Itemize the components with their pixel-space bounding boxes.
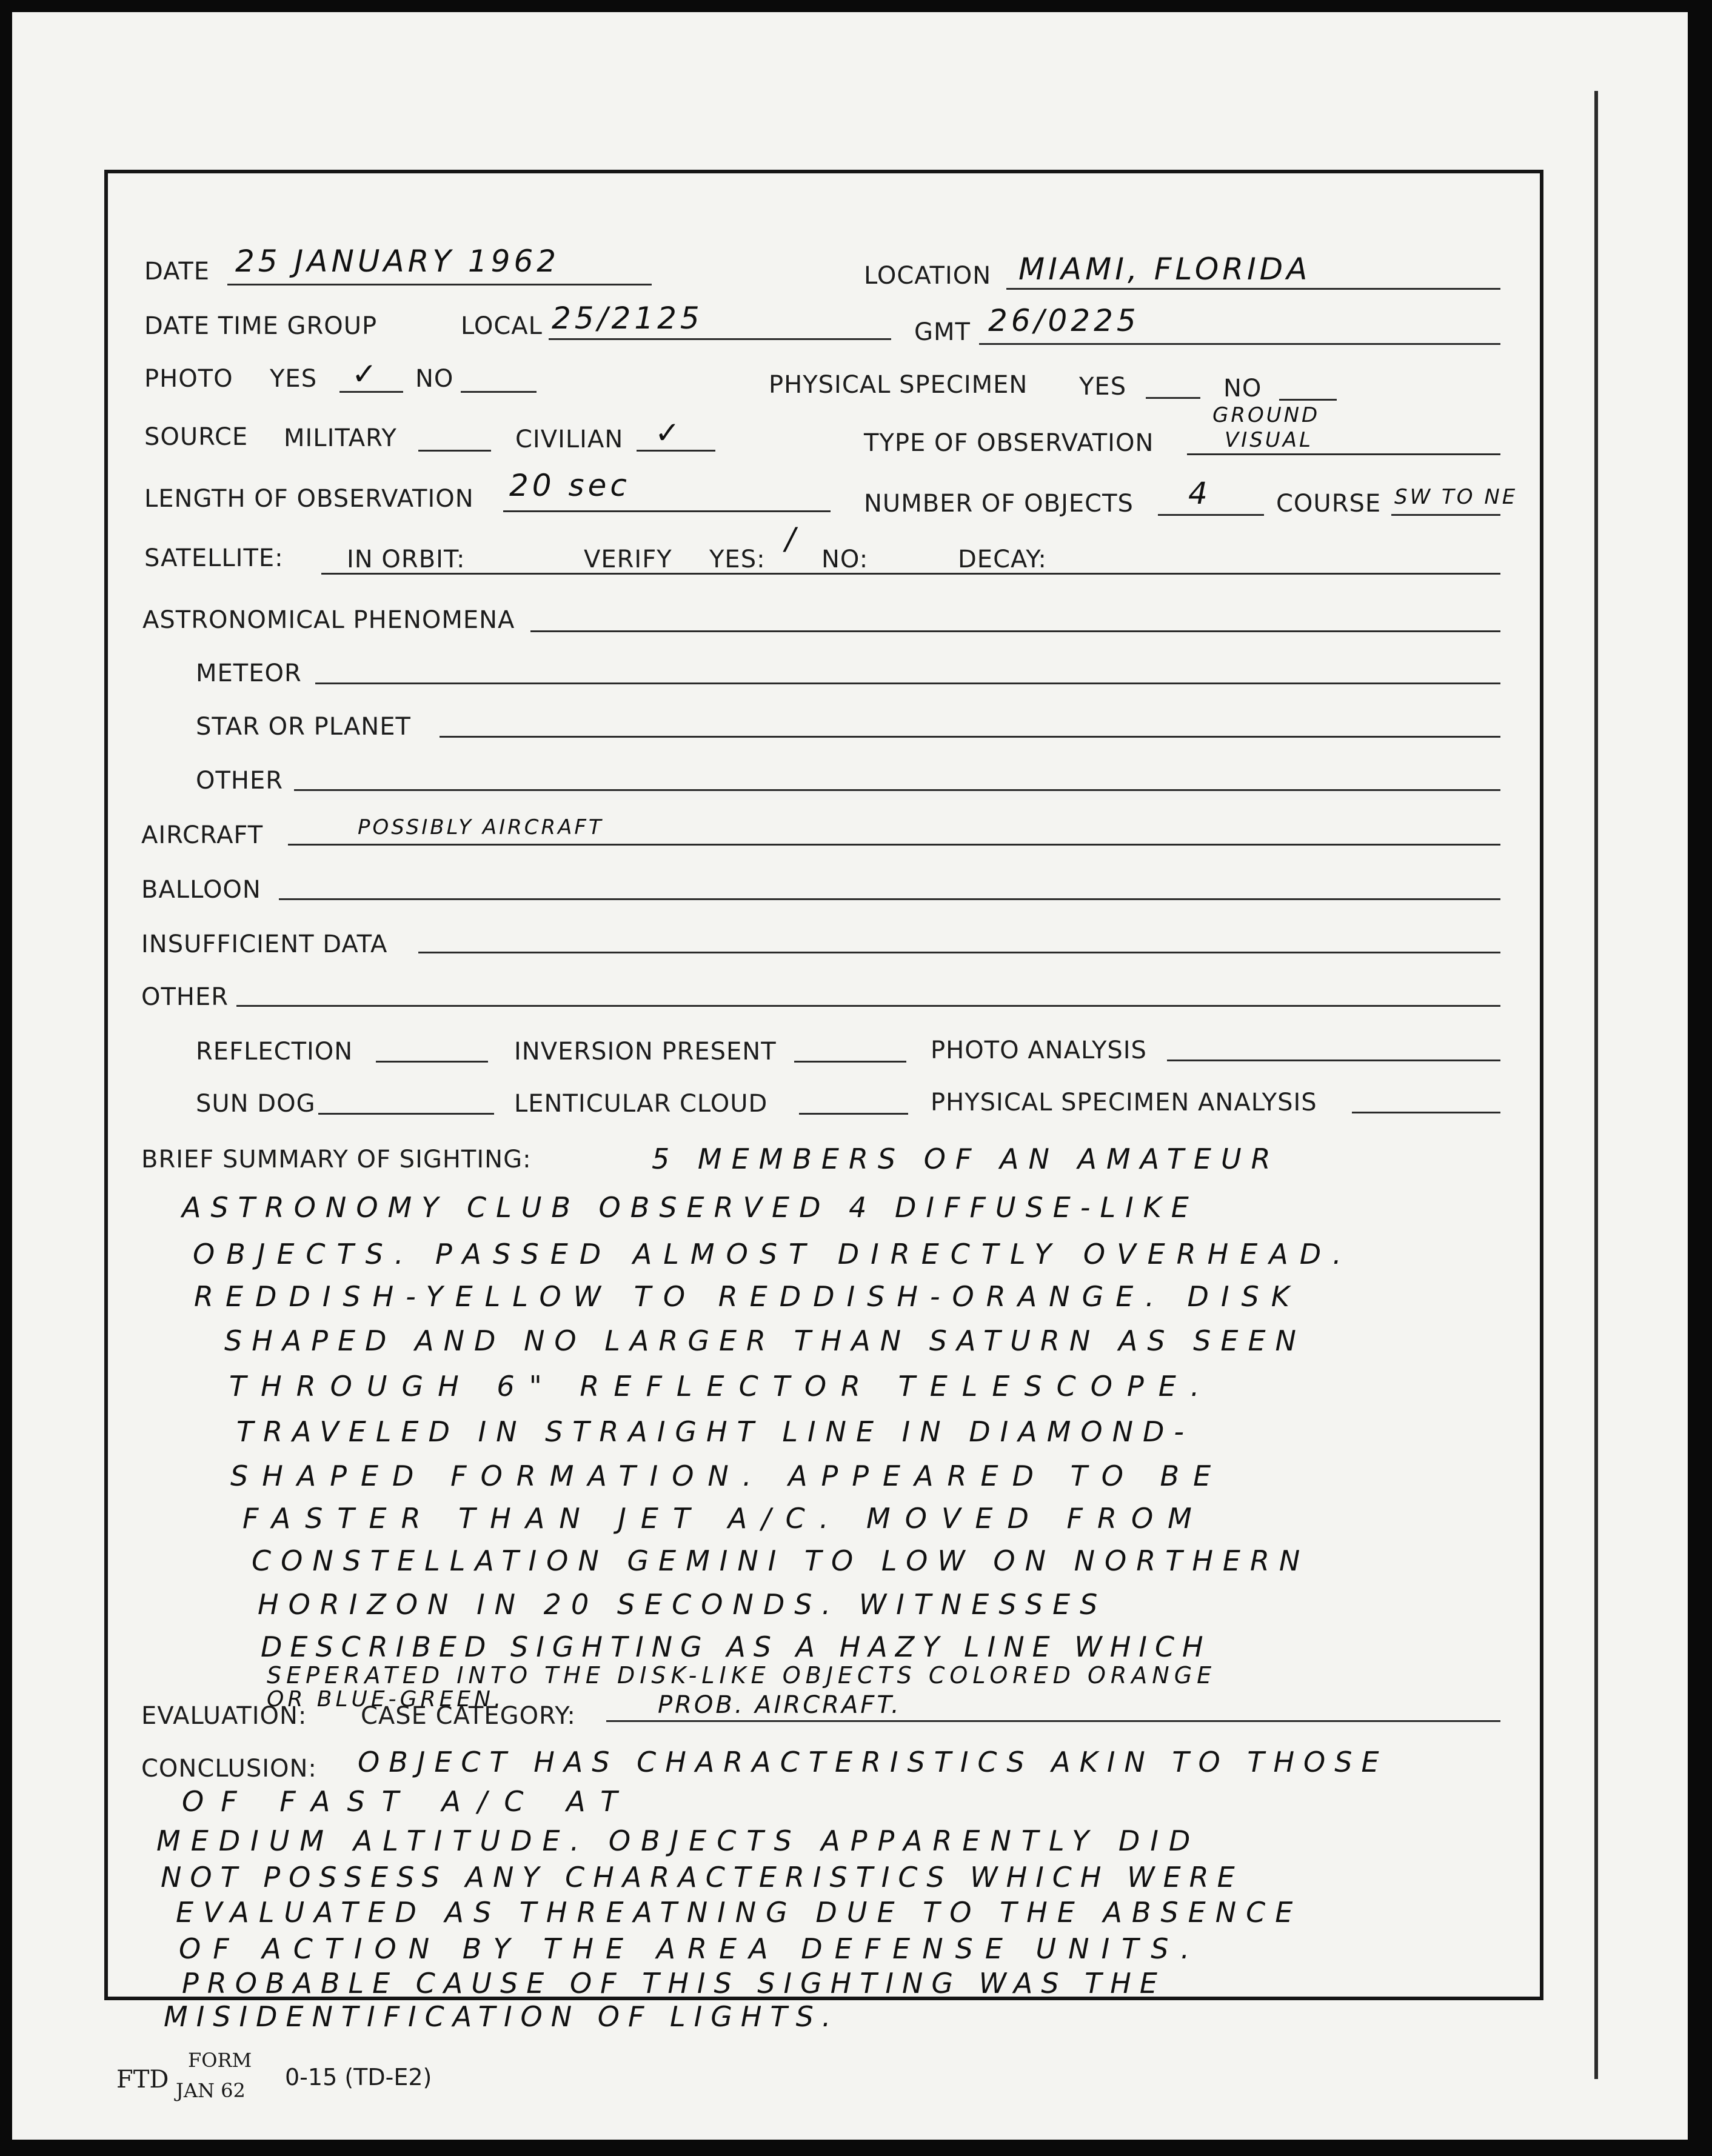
lenticular-cloud-line xyxy=(799,1113,908,1115)
military-label: MILITARY xyxy=(284,424,397,452)
conclusion-line: PROBABLE CAUSE OF THIS SIGHTING WAS THE xyxy=(182,1967,1166,2000)
number-of-objects-value: 4 xyxy=(1188,476,1211,511)
conclusion-line: OF FAST A/C AT xyxy=(182,1785,635,1818)
balloon-label: BALLOON xyxy=(141,876,261,904)
civilian-label: CIVILIAN xyxy=(515,426,624,453)
lenticular-cloud-label: LENTICULAR CLOUD xyxy=(514,1090,768,1118)
type-of-observation-visual: VISUAL xyxy=(1225,428,1313,452)
photo-label: PHOTO xyxy=(144,365,233,393)
conclusion-line: OF ACTION BY THE AREA DEFENSE UNITS. xyxy=(179,1932,1202,1965)
in-orbit-label: IN ORBIT: xyxy=(347,546,466,573)
sun-dog-label: SUN DOG xyxy=(196,1090,316,1118)
location-line xyxy=(1006,288,1500,290)
summary-line: SHAPED FORMATION. APPEARED TO BE xyxy=(230,1460,1225,1492)
satellite-line xyxy=(321,573,1500,575)
footer-form: FORM xyxy=(188,2049,252,2072)
star-or-planet-line xyxy=(440,736,1500,738)
photo-analysis-label: PHOTO ANALYSIS xyxy=(931,1036,1147,1064)
aircraft-label: AIRCRAFT xyxy=(141,821,264,849)
footer-date: JAN 62 xyxy=(176,2079,246,2102)
local-value: 25/2125 xyxy=(552,301,703,336)
case-category-line xyxy=(606,1720,1500,1722)
course-line xyxy=(1391,514,1500,516)
summary-line: THROUGH 6" REFLECTOR TELESCOPE. xyxy=(229,1370,1214,1403)
photo-no-line xyxy=(461,391,537,393)
source-label: SOURCE xyxy=(144,423,249,451)
physical-specimen-label: PHYSICAL SPECIMEN xyxy=(769,371,1028,399)
number-of-objects-label: NUMBER OF OBJECTS xyxy=(864,490,1134,518)
verify-label: VERIFY xyxy=(584,546,672,573)
civilian-mark: ✓ xyxy=(655,415,684,450)
summary-line: TRAVELED IN STRAIGHT LINE IN DIAMOND- xyxy=(236,1415,1194,1448)
insufficient-data-label: INSUFFICIENT DATA xyxy=(141,930,388,958)
summary-line: DESCRIBED SIGHTING AS A HAZY LINE WHICH xyxy=(261,1630,1211,1663)
inversion-present-label: INVERSION PRESENT xyxy=(514,1038,777,1066)
military-line xyxy=(418,450,491,452)
meteor-label: METEOR xyxy=(196,659,302,687)
photo-yes-label: YES xyxy=(270,365,318,393)
summary-line: 5 MEMBERS OF AN AMATEUR xyxy=(652,1143,1280,1175)
photo-yes-mark: ✓ xyxy=(352,356,381,392)
reflection-line xyxy=(376,1061,488,1063)
location-label: LOCATION xyxy=(864,262,992,290)
conclusion-line: OBJECT HAS CHARACTERISTICS AKIN TO THOSE xyxy=(358,1746,1388,1778)
gmt-line xyxy=(979,343,1500,345)
verify-yes-mark: / xyxy=(785,521,799,556)
summary-line: SHAPED AND NO LARGER THAN SATURN AS SEEN xyxy=(224,1324,1306,1357)
verify-no-label: NO: xyxy=(821,546,869,573)
physical-specimen-no-line xyxy=(1279,399,1337,401)
photo-no-label: NO xyxy=(415,365,454,393)
footer-ftd: FTD xyxy=(116,2066,169,2094)
summary-line: HORIZON IN 20 SECONDS. WITNESSES xyxy=(258,1588,1108,1621)
footer-form-number: 0-15 (TD-E2) xyxy=(285,2064,432,2091)
aircraft-value: POSSIBLY AIRCRAFT xyxy=(358,815,604,839)
summary-line: ASTRONOMY CLUB OBSERVED 4 DIFFUSE-LIKE xyxy=(182,1191,1199,1224)
length-of-observation-line xyxy=(503,510,831,512)
meteor-line xyxy=(315,683,1500,684)
conclusion-line: MEDIUM ALTITUDE. OBJECTS APPARENTLY DID xyxy=(156,1824,1201,1857)
other-astro-label: OTHER xyxy=(196,767,284,795)
type-of-observation-ground: GROUND xyxy=(1212,403,1320,427)
case-category-label: CASE CATEGORY: xyxy=(361,1702,576,1730)
satellite-label: SATELLITE: xyxy=(144,544,284,572)
physical-specimen-analysis-label: PHYSICAL SPECIMEN ANALYSIS xyxy=(931,1089,1317,1116)
summary-line: OBJECTS. PASSED ALMOST DIRECTLY OVERHEAD. xyxy=(193,1238,1353,1270)
astronomical-phenomena-line xyxy=(530,630,1500,632)
inversion-present-line xyxy=(794,1061,906,1063)
brief-summary-label: BRIEF SUMMARY OF SIGHTING: xyxy=(141,1146,532,1173)
reflection-label: REFLECTION xyxy=(196,1038,353,1066)
conclusion-line: NOT POSSESS ANY CHARACTERISTICS WHICH WERE xyxy=(161,1861,1243,1894)
case-category-value: PROB. AIRCRAFT. xyxy=(658,1691,901,1719)
local-line xyxy=(549,338,891,340)
other-astro-line xyxy=(294,789,1500,791)
conclusion-label: CONCLUSION: xyxy=(141,1755,317,1783)
local-label: LOCAL xyxy=(461,312,543,340)
conclusion-line: EVALUATED AS THREATNING DUE TO THE ABSENCE xyxy=(176,1896,1303,1929)
number-of-objects-line xyxy=(1158,514,1264,516)
verify-yes-label: YES: xyxy=(709,546,766,573)
summary-line: CONSTELLATION GEMINI TO LOW ON NORTHERN xyxy=(252,1544,1310,1577)
course-label: COURSE xyxy=(1276,490,1382,518)
star-or-planet-label: STAR OR PLANET xyxy=(196,713,411,741)
type-of-observation-label: TYPE OF OBSERVATION xyxy=(864,429,1154,457)
date-line xyxy=(227,284,652,285)
astronomical-phenomena-label: ASTRONOMICAL PHENOMENA xyxy=(142,606,515,634)
sun-dog-line xyxy=(318,1113,494,1115)
summary-line: REDDISH-YELLOW TO REDDISH-ORANGE. DISK xyxy=(194,1280,1302,1313)
physical-specimen-yes-line xyxy=(1146,397,1200,399)
insufficient-data-line xyxy=(418,952,1500,953)
aircraft-line xyxy=(288,844,1500,846)
decay-label: DECAY: xyxy=(958,546,1047,573)
photo-analysis-line xyxy=(1167,1060,1500,1061)
other-line xyxy=(236,1005,1500,1007)
course-value: SW TO NE xyxy=(1394,485,1518,509)
page-edge-line xyxy=(1594,91,1598,2079)
length-of-observation-label: LENGTH OF OBSERVATION xyxy=(144,485,474,513)
length-of-observation-value: 20 sec xyxy=(509,468,630,503)
evaluation-label: EVALUATION: xyxy=(141,1702,307,1730)
type-of-observation-line xyxy=(1187,453,1500,455)
summary-line: OR BLUE-GREEN. xyxy=(267,1687,505,1712)
location-value: MIAMI, FLORIDA xyxy=(1018,252,1311,287)
date-value: 25 JANUARY 1962 xyxy=(235,244,560,279)
gmt-value: 26/0225 xyxy=(988,303,1140,338)
date-label: DATE xyxy=(144,258,210,285)
other-label: OTHER xyxy=(141,983,229,1011)
conclusion-line: MISIDENTIFICATION OF LIGHTS. xyxy=(164,2000,840,2033)
gmt-label: GMT xyxy=(914,318,971,346)
physical-specimen-analysis-line xyxy=(1352,1112,1500,1113)
balloon-line xyxy=(279,898,1500,900)
physical-specimen-no-label: NO xyxy=(1223,375,1262,402)
summary-line: FASTER THAN JET A/C. MOVED FROM xyxy=(242,1502,1206,1535)
summary-line: SEPERATED INTO THE DISK-LIKE OBJECTS COLORED ORANGE xyxy=(267,1662,1217,1689)
date-time-group-label: DATE TIME GROUP xyxy=(144,312,378,340)
physical-specimen-yes-label: YES xyxy=(1079,373,1127,401)
